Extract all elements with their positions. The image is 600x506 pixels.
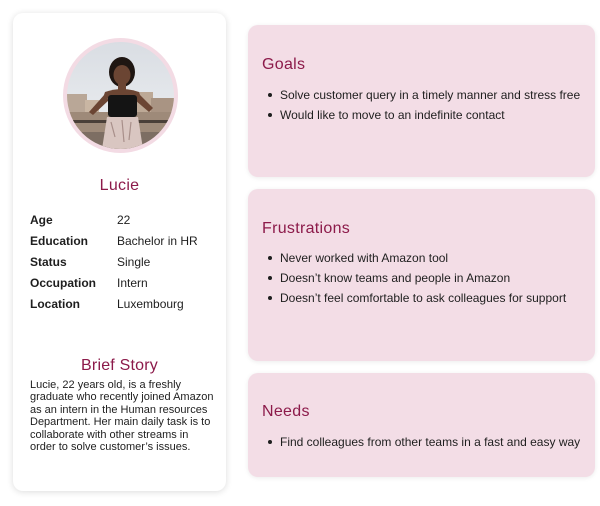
needs-list: [268, 432, 580, 452]
list-item: [268, 288, 566, 308]
fact-row-location: [30, 293, 220, 314]
persona-name: Lucie: [99, 177, 140, 194]
list-item-text: Doesn’t feel comfortable to ask colleagues for support: [280, 291, 567, 305]
avatar-ring: [63, 38, 178, 153]
goals-list: [268, 85, 580, 125]
fact-label: Occupation: [30, 275, 97, 290]
list-item: [268, 432, 580, 452]
fact-value: Bachelor in HR: [117, 234, 198, 249]
bullet-icon: [268, 113, 272, 117]
fact-row-education: [30, 231, 220, 252]
fact-value: Luxembourg: [117, 296, 184, 311]
goals-title: Goals: [262, 56, 306, 73]
fact-label: Age: [30, 213, 53, 228]
bullet-icon: [268, 93, 272, 97]
fact-row-occupation: [30, 272, 220, 293]
fact-label: Education: [30, 234, 89, 249]
avatar: [67, 42, 174, 149]
bullet-icon: [268, 276, 272, 280]
list-item-text: Find colleagues from other teams in a fast and easy way: [280, 435, 581, 449]
bullet-icon: [268, 296, 272, 300]
list-item-text: Never worked with Amazon tool: [280, 251, 449, 265]
fact-row-age: [30, 210, 220, 231]
bullet-icon: [268, 256, 272, 260]
list-item: [268, 248, 566, 268]
frustrations-title: Frustrations: [262, 220, 351, 237]
fact-value: Intern: [117, 275, 148, 290]
brief-story-text: Lucie, 22 years old, is a freshly graduate who recently joined Amazon as an intern in the Human resources Department. Her main daily task is to collaborate with other streams in order to solve customer’s issues.: [30, 379, 214, 454]
brief-story-title: Brief Story: [81, 357, 158, 374]
needs-title: Needs: [262, 403, 310, 420]
list-item: [268, 105, 580, 125]
goals-panel: [248, 25, 595, 177]
list-item: [268, 268, 566, 288]
fact-row-status: [30, 252, 220, 273]
list-item-text: Would like to move to an indefinite contact: [280, 108, 505, 122]
list-item: [268, 85, 580, 105]
needs-panel: [248, 373, 595, 477]
fact-label: Status: [30, 254, 67, 269]
frustrations-panel: [248, 189, 595, 361]
persona-facts: [30, 210, 220, 314]
list-item-text: Doesn’t know teams and people in Amazon: [280, 271, 511, 285]
list-item-text: Solve customer query in a timely manner and stress free: [280, 88, 581, 102]
fact-value: 22: [117, 213, 131, 228]
bullet-icon: [268, 440, 272, 444]
persona-card: [13, 13, 226, 491]
fact-value: Single: [117, 254, 151, 269]
frustrations-list: [268, 248, 566, 308]
fact-label: Location: [30, 296, 80, 311]
